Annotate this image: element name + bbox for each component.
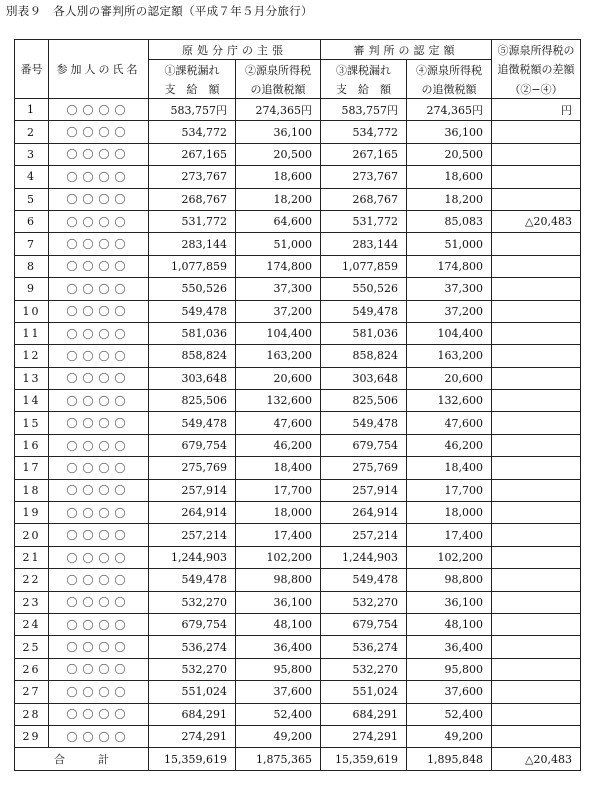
participant-name: 〇〇〇〇: [49, 99, 149, 121]
table-row: [15, 479, 581, 501]
original-withholding-tax: 163,200: [236, 345, 321, 367]
table-row: [15, 569, 581, 591]
withholding-difference: [492, 703, 581, 725]
table-row: [15, 345, 581, 367]
original-unpaid-amount: 303,648: [149, 367, 236, 389]
tribunal-withholding-tax: 36,400: [407, 636, 492, 658]
total-tribunal-withholding: 1,895,848: [407, 748, 492, 770]
original-withholding-tax: 20,600: [236, 367, 321, 389]
original-unpaid-amount: 257,914: [149, 479, 236, 501]
participant-name: 〇〇〇〇: [49, 613, 149, 635]
table-row: [15, 636, 581, 658]
withholding-difference: [492, 278, 581, 300]
tribunal-unpaid-amount: 1,244,903: [321, 546, 407, 568]
header-no-bottom: [15, 79, 49, 99]
tribunal-withholding-tax: 20,500: [407, 143, 492, 165]
original-withholding-tax: 104,400: [236, 322, 321, 344]
tribunal-withholding-tax: 37,200: [407, 300, 492, 322]
tribunal-unpaid-amount: 825,506: [321, 390, 407, 412]
header-col1-line1: ①課税漏れ: [149, 60, 236, 80]
withholding-difference: [492, 390, 581, 412]
header-name-top: [49, 40, 149, 60]
table-row: [15, 591, 581, 613]
tribunal-unpaid-amount: 531,772: [321, 210, 407, 232]
table-row: [15, 703, 581, 725]
participant-name: 〇〇〇〇: [49, 210, 149, 232]
participant-name: 〇〇〇〇: [49, 300, 149, 322]
row-number: 25: [15, 636, 49, 658]
tribunal-unpaid-amount: 303,648: [321, 367, 407, 389]
withholding-difference: [492, 121, 581, 143]
original-unpaid-amount: 534,772: [149, 121, 236, 143]
original-withholding-tax: 37,300: [236, 278, 321, 300]
original-unpaid-amount: 684,291: [149, 703, 236, 725]
withholding-difference: [492, 255, 581, 277]
tribunal-unpaid-amount: 679,754: [321, 613, 407, 635]
withholding-difference: [492, 502, 581, 524]
row-number: 3: [15, 143, 49, 165]
original-withholding-tax: 37,200: [236, 300, 321, 322]
participant-name: 〇〇〇〇: [49, 434, 149, 456]
original-withholding-tax: 18,200: [236, 188, 321, 210]
header-col3-line2: 支 給 額: [321, 79, 407, 99]
row-number: 28: [15, 703, 49, 725]
withholding-difference: [492, 725, 581, 747]
row-number: 24: [15, 613, 49, 635]
row-number: 18: [15, 479, 49, 501]
original-unpaid-amount: 549,478: [149, 412, 236, 434]
header-col1-line2: 支 給 額: [149, 79, 236, 99]
original-withholding-tax: 174,800: [236, 255, 321, 277]
withholding-difference: [492, 569, 581, 591]
row-number: 20: [15, 524, 49, 546]
table-row: [15, 412, 581, 434]
participant-name: 〇〇〇〇: [49, 681, 149, 703]
participant-name: 〇〇〇〇: [49, 255, 149, 277]
table-row: [15, 300, 581, 322]
tribunal-unpaid-amount: 1,077,859: [321, 255, 407, 277]
tribunal-withholding-tax: 47,600: [407, 412, 492, 434]
total-difference: △20,483: [492, 748, 581, 770]
tribunal-withholding-tax: 49,200: [407, 725, 492, 747]
original-unpaid-amount: 274,291: [149, 725, 236, 747]
original-unpaid-amount: 532,270: [149, 591, 236, 613]
participant-name: 〇〇〇〇: [49, 166, 149, 188]
tribunal-withholding-tax: 48,100: [407, 613, 492, 635]
original-withholding-tax: 47,600: [236, 412, 321, 434]
row-number: 5: [15, 188, 49, 210]
tribunal-unpaid-amount: 534,772: [321, 121, 407, 143]
table-row: [15, 725, 581, 747]
total-row: [15, 748, 581, 770]
participant-name: 〇〇〇〇: [49, 278, 149, 300]
header-group-judgment: 審判所の認定額: [321, 40, 492, 60]
original-unpaid-amount: 531,772: [149, 210, 236, 232]
withholding-difference: △20,483: [492, 210, 581, 232]
header-col2-line2: の追徴税額: [236, 79, 321, 99]
original-unpaid-amount: 268,767: [149, 188, 236, 210]
tribunal-withholding-tax: 36,100: [407, 121, 492, 143]
table-row: [15, 681, 581, 703]
participant-name: 〇〇〇〇: [49, 412, 149, 434]
tribunal-withholding-tax: 102,200: [407, 546, 492, 568]
withholding-difference: [492, 524, 581, 546]
withholding-difference: [492, 591, 581, 613]
table-row: [15, 99, 581, 121]
original-unpaid-amount: 283,144: [149, 233, 236, 255]
original-withholding-tax: 18,600: [236, 166, 321, 188]
original-withholding-tax: 49,200: [236, 725, 321, 747]
row-number: 21: [15, 546, 49, 568]
row-number: 4: [15, 166, 49, 188]
withholding-difference: [492, 613, 581, 635]
header-row-3: [15, 79, 581, 99]
original-unpaid-amount: 267,165: [149, 143, 236, 165]
tribunal-withholding-tax: 46,200: [407, 434, 492, 456]
participant-name: 〇〇〇〇: [49, 367, 149, 389]
participant-name: 〇〇〇〇: [49, 502, 149, 524]
tribunal-unpaid-amount: 267,165: [321, 143, 407, 165]
table-row: [15, 390, 581, 412]
tribunal-unpaid-amount: 583,757円: [321, 99, 407, 121]
original-withholding-tax: 18,000: [236, 502, 321, 524]
tribunal-unpaid-amount: 858,824: [321, 345, 407, 367]
table-row: [15, 434, 581, 456]
table-row: [15, 524, 581, 546]
original-withholding-tax: 46,200: [236, 434, 321, 456]
total-label: 合 計: [15, 748, 149, 770]
withholding-difference: [492, 143, 581, 165]
participant-name: 〇〇〇〇: [49, 188, 149, 210]
original-withholding-tax: 102,200: [236, 546, 321, 568]
original-unpaid-amount: 825,506: [149, 390, 236, 412]
original-unpaid-amount: 264,914: [149, 502, 236, 524]
row-number: 17: [15, 457, 49, 479]
original-withholding-tax: 95,800: [236, 658, 321, 680]
original-withholding-tax: 274,365円: [236, 99, 321, 121]
tribunal-unpaid-amount: 274,291: [321, 725, 407, 747]
original-withholding-tax: 17,700: [236, 479, 321, 501]
header-col4-line2: の追徴税額: [407, 79, 492, 99]
original-withholding-tax: 20,500: [236, 143, 321, 165]
row-number: 13: [15, 367, 49, 389]
withholding-difference: [492, 322, 581, 344]
original-unpaid-amount: 273,767: [149, 166, 236, 188]
row-number: 19: [15, 502, 49, 524]
tribunal-unpaid-amount: 549,478: [321, 300, 407, 322]
participant-name: 〇〇〇〇: [49, 569, 149, 591]
tribunal-withholding-tax: 85,083: [407, 210, 492, 232]
original-unpaid-amount: 581,036: [149, 322, 236, 344]
total-original-unpaid: 15,359,619: [149, 748, 236, 770]
withholding-difference: [492, 636, 581, 658]
header-row-1: [15, 40, 581, 60]
tribunal-unpaid-amount: 532,270: [321, 591, 407, 613]
row-number: 7: [15, 233, 49, 255]
participant-name: 〇〇〇〇: [49, 591, 149, 613]
tribunal-unpaid-amount: 257,214: [321, 524, 407, 546]
original-unpaid-amount: 275,769: [149, 457, 236, 479]
withholding-difference: [492, 681, 581, 703]
original-unpaid-amount: 549,478: [149, 569, 236, 591]
withholding-difference: [492, 166, 581, 188]
header-col5-line3: （②−④）: [492, 79, 581, 99]
tribunal-unpaid-amount: 536,274: [321, 636, 407, 658]
tribunal-unpaid-amount: 257,914: [321, 479, 407, 501]
row-number: 9: [15, 278, 49, 300]
original-withholding-tax: 36,100: [236, 121, 321, 143]
table-row: [15, 121, 581, 143]
participant-name: 〇〇〇〇: [49, 345, 149, 367]
table-row: [15, 210, 581, 232]
row-number: 27: [15, 681, 49, 703]
original-withholding-tax: 36,100: [236, 591, 321, 613]
original-unpaid-amount: 549,478: [149, 300, 236, 322]
tribunal-unpaid-amount: 679,754: [321, 434, 407, 456]
original-unpaid-amount: 550,526: [149, 278, 236, 300]
original-unpaid-amount: 583,757円: [149, 99, 236, 121]
tribunal-withholding-tax: 163,200: [407, 345, 492, 367]
table-body: [15, 40, 581, 771]
header-col2-line1: ②源泉所得税: [236, 60, 321, 80]
row-number: 22: [15, 569, 49, 591]
tribunal-unpaid-amount: 532,270: [321, 658, 407, 680]
tribunal-withholding-tax: 17,700: [407, 479, 492, 501]
withholding-difference: [492, 300, 581, 322]
tribunal-withholding-tax: 174,800: [407, 255, 492, 277]
tribunal-withholding-tax: 95,800: [407, 658, 492, 680]
row-number: 16: [15, 434, 49, 456]
tribunal-withholding-tax: 37,300: [407, 278, 492, 300]
row-number: 2: [15, 121, 49, 143]
tribunal-unpaid-amount: 283,144: [321, 233, 407, 255]
table-row: [15, 143, 581, 165]
header-col5-line2: 追徴税額の差額: [492, 60, 581, 80]
withholding-difference: [492, 345, 581, 367]
tribunal-unpaid-amount: 550,526: [321, 278, 407, 300]
original-withholding-tax: 18,400: [236, 457, 321, 479]
tribunal-unpaid-amount: 264,914: [321, 502, 407, 524]
withholding-difference: [492, 233, 581, 255]
tribunal-withholding-tax: 132,600: [407, 390, 492, 412]
tribunal-unpaid-amount: 268,767: [321, 188, 407, 210]
tribunal-unpaid-amount: 549,478: [321, 412, 407, 434]
participant-name: 〇〇〇〇: [49, 390, 149, 412]
withholding-difference: [492, 188, 581, 210]
header-name: 参加人の氏名: [49, 60, 149, 80]
tribunal-withholding-tax: 36,100: [407, 591, 492, 613]
original-withholding-tax: 98,800: [236, 569, 321, 591]
tribunal-withholding-tax: 20,600: [407, 367, 492, 389]
tribunal-withholding-tax: 104,400: [407, 322, 492, 344]
total-original-withholding: 1,875,365: [236, 748, 321, 770]
header-no: 番号: [15, 60, 49, 80]
document-title: 別表９ 各人別の審判所の認定額（平成７年５月分旅行）: [6, 4, 313, 18]
participant-name: 〇〇〇〇: [49, 233, 149, 255]
tribunal-withholding-tax: 51,000: [407, 233, 492, 255]
row-number: 8: [15, 255, 49, 277]
tribunal-withholding-tax: 37,600: [407, 681, 492, 703]
tribunal-withholding-tax: 52,400: [407, 703, 492, 725]
original-withholding-tax: 132,600: [236, 390, 321, 412]
row-number: 11: [15, 322, 49, 344]
table-row: [15, 233, 581, 255]
row-number: 6: [15, 210, 49, 232]
tribunal-withholding-tax: 18,000: [407, 502, 492, 524]
tribunal-withholding-tax: 274,365円: [407, 99, 492, 121]
participant-name: 〇〇〇〇: [49, 636, 149, 658]
original-unpaid-amount: 679,754: [149, 434, 236, 456]
row-number: 29: [15, 725, 49, 747]
tribunal-withholding-tax: 17,400: [407, 524, 492, 546]
original-unpaid-amount: 1,244,903: [149, 546, 236, 568]
withholding-difference: [492, 434, 581, 456]
original-withholding-tax: 48,100: [236, 613, 321, 635]
withholding-difference: [492, 546, 581, 568]
original-unpaid-amount: 858,824: [149, 345, 236, 367]
assessment-table: [14, 39, 581, 771]
row-number: 12: [15, 345, 49, 367]
original-withholding-tax: 51,000: [236, 233, 321, 255]
tribunal-unpaid-amount: 551,024: [321, 681, 407, 703]
total-tribunal-unpaid: 15,359,619: [321, 748, 407, 770]
participant-name: 〇〇〇〇: [49, 524, 149, 546]
table-row: [15, 457, 581, 479]
original-withholding-tax: 17,400: [236, 524, 321, 546]
table-row: [15, 502, 581, 524]
table-row: [15, 613, 581, 635]
table-row: [15, 367, 581, 389]
participant-name: 〇〇〇〇: [49, 703, 149, 725]
original-withholding-tax: 52,400: [236, 703, 321, 725]
participant-name: 〇〇〇〇: [49, 479, 149, 501]
tribunal-unpaid-amount: 684,291: [321, 703, 407, 725]
row-number: 15: [15, 412, 49, 434]
tribunal-unpaid-amount: 581,036: [321, 322, 407, 344]
participant-name: 〇〇〇〇: [49, 143, 149, 165]
header-col3-line1: ③課税漏れ: [321, 60, 407, 80]
original-withholding-tax: 64,600: [236, 210, 321, 232]
original-unpaid-amount: 551,024: [149, 681, 236, 703]
withholding-difference: [492, 412, 581, 434]
row-number: 1: [15, 99, 49, 121]
header-name-bottom: [49, 79, 149, 99]
header-group-original: 原処分庁の主張: [149, 40, 321, 60]
withholding-difference: [492, 479, 581, 501]
participant-name: 〇〇〇〇: [49, 725, 149, 747]
tribunal-withholding-tax: 98,800: [407, 569, 492, 591]
header-no-top: [15, 40, 49, 60]
tribunal-withholding-tax: 18,200: [407, 188, 492, 210]
table-row: [15, 166, 581, 188]
row-number: 10: [15, 300, 49, 322]
original-unpaid-amount: 257,214: [149, 524, 236, 546]
row-number: 26: [15, 658, 49, 680]
row-number: 14: [15, 390, 49, 412]
row-number: 23: [15, 591, 49, 613]
withholding-difference: [492, 367, 581, 389]
header-col5-line1: ⑤源泉所得税の: [492, 40, 581, 60]
original-unpaid-amount: 1,077,859: [149, 255, 236, 277]
original-unpaid-amount: 679,754: [149, 613, 236, 635]
header-row-2: [15, 60, 581, 80]
participant-name: 〇〇〇〇: [49, 658, 149, 680]
table-row: [15, 278, 581, 300]
tribunal-withholding-tax: 18,600: [407, 166, 492, 188]
original-unpaid-amount: 532,270: [149, 658, 236, 680]
table-row: [15, 322, 581, 344]
table-row: [15, 658, 581, 680]
tribunal-unpaid-amount: 275,769: [321, 457, 407, 479]
tribunal-unpaid-amount: 549,478: [321, 569, 407, 591]
original-withholding-tax: 36,400: [236, 636, 321, 658]
participant-name: 〇〇〇〇: [49, 121, 149, 143]
header-col4-line1: ④源泉所得税: [407, 60, 492, 80]
withholding-difference: [492, 658, 581, 680]
participant-name: 〇〇〇〇: [49, 457, 149, 479]
tribunal-withholding-tax: 18,400: [407, 457, 492, 479]
withholding-difference: 円: [492, 99, 581, 121]
tribunal-unpaid-amount: 273,767: [321, 166, 407, 188]
participant-name: 〇〇〇〇: [49, 546, 149, 568]
table-row: [15, 255, 581, 277]
participant-name: 〇〇〇〇: [49, 322, 149, 344]
table-row: [15, 546, 581, 568]
table-row: [15, 188, 581, 210]
withholding-difference: [492, 457, 581, 479]
original-unpaid-amount: 536,274: [149, 636, 236, 658]
original-withholding-tax: 37,600: [236, 681, 321, 703]
